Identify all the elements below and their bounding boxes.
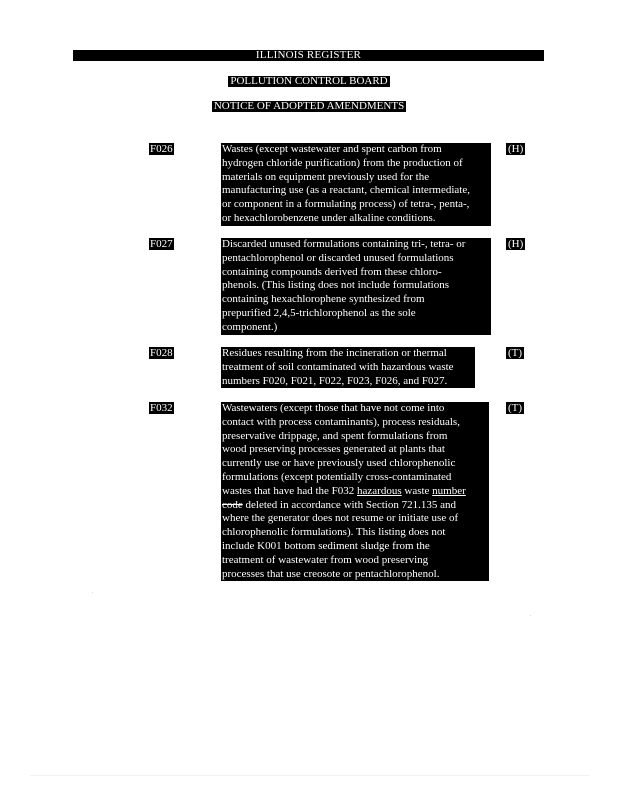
description-line: or component in a formulating process) of tetra-, penta-, <box>222 198 470 211</box>
scan-speck <box>530 615 531 616</box>
hazard-code: (T) <box>508 402 523 414</box>
description-line: contact with process contaminants), process residuals, <box>222 415 460 428</box>
waste-code: F027 <box>150 238 173 250</box>
description-line: currently use or have previously used chlorophenolic <box>222 457 456 470</box>
notice-heading <box>0 101 618 112</box>
description-line: Wastewaters (except those that have not come into <box>222 402 445 414</box>
waste-description <box>221 143 491 226</box>
notice-title: NOTICE OF ADOPTED AMENDMENTS <box>213 100 405 112</box>
description-line: or hexachlorobenzene under alkaline conditions. <box>222 211 436 224</box>
waste-code: F026 <box>150 143 173 155</box>
hazard-code: (H) <box>508 238 524 250</box>
waste-code: F032 <box>150 402 173 414</box>
amended-text: wastes that have had the F032 <box>222 484 358 497</box>
waste-description <box>221 347 475 388</box>
amended-text: deleted in accordance with Section 721.135 and <box>242 498 456 511</box>
description-line: pentachlorophenol or discarded unused formulations <box>222 251 454 264</box>
description-line: phenols. (This listing does not include formulations <box>222 279 450 292</box>
deleted-text: code <box>222 498 243 511</box>
description-line: include K001 bottom sediment sludge from the <box>222 539 430 552</box>
register-header <box>73 50 544 61</box>
description-line: Residues resulting from the incineration or thermal <box>222 347 447 359</box>
description-line: component.) <box>222 320 278 333</box>
waste-code: F028 <box>150 347 173 359</box>
waste-description <box>221 238 491 335</box>
description-line: treatment of wastewater from wood preserving <box>222 553 429 566</box>
description-line: preservative drippage, and spent formulations from <box>222 429 448 442</box>
description-line: prepurified 2,4,5-trichlorophenol as the sole <box>222 306 416 319</box>
scan-speck <box>92 592 93 593</box>
description-line: containing hexachlorophene synthesized from <box>222 293 425 306</box>
description-line: Wastes (except wastewater and spent carbon from <box>222 143 442 155</box>
board-title: POLLUTION CONTROL BOARD <box>230 75 388 87</box>
board-heading <box>0 76 618 87</box>
description-line: Discarded unused formulations containing tri-, tetra- or <box>222 238 466 250</box>
inserted-text: number <box>432 484 466 497</box>
description-line: manufacturing use (as a reactant, chemical intermediate, <box>222 184 470 197</box>
description-line: chlorophenolic formulations). This listing does not <box>222 526 446 539</box>
hazard-code: (H) <box>508 143 524 155</box>
description-line: containing compounds derived from these chloro- <box>222 265 442 278</box>
page-bottom-edge <box>30 775 590 776</box>
inserted-text: hazardous <box>357 484 402 497</box>
waste-description <box>221 402 489 581</box>
description-line: treatment of soil contaminated with hazardous waste <box>222 360 454 373</box>
description-line: formulations (except potentially cross-contaminated <box>222 470 452 483</box>
amended-line <box>222 499 488 513</box>
description-line: hydrogen chloride purification) from the production of <box>222 156 463 169</box>
amended-text: waste <box>401 484 433 497</box>
description-line: numbers F020, F021, F022, F023, F026, and F027. <box>222 374 448 387</box>
description-line: where the generator does not resume or initiate use of <box>222 512 459 525</box>
description-line: wood preserving processes generated at plants that <box>222 443 445 456</box>
hazard-code: (T) <box>508 347 523 359</box>
description-line: materials on equipment previously used for the <box>222 170 430 183</box>
register-title: ILLINOIS REGISTER <box>255 49 362 61</box>
amended-line <box>222 485 488 499</box>
description-line: processes that use creosote or pentachlorophenol. <box>222 567 440 580</box>
